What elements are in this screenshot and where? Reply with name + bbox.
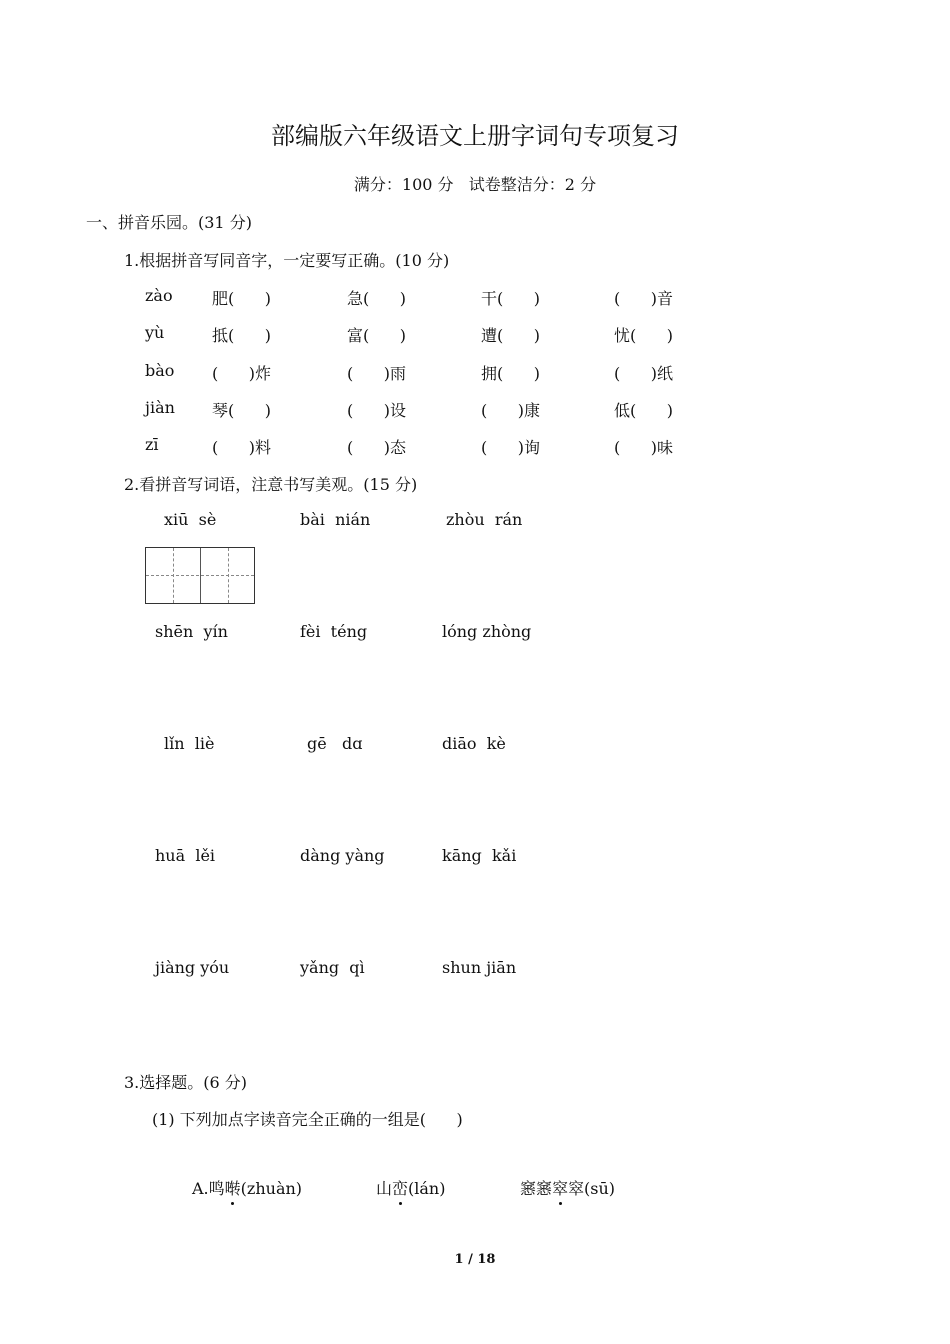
writing-grid[interactable] [145, 547, 255, 604]
blank-item[interactable]: ( )询 [481, 438, 541, 457]
blank-item[interactable]: 干( ) [481, 289, 541, 308]
pinyin-word: kāng kǎi [442, 846, 517, 865]
blank-item[interactable]: ( )设 [347, 401, 407, 420]
page-number: 1 / 18 [454, 1252, 496, 1267]
pinyin-word: xiū sè [164, 510, 217, 529]
word-prefix: 窸窸 [520, 1179, 553, 1198]
option-a-word-3 [520, 1176, 615, 1199]
option-a[interactable] [192, 1176, 302, 1199]
pinyin-word: huā lěi [155, 846, 216, 865]
pinyin-note: (sū) [584, 1179, 616, 1198]
blank-item[interactable]: 抵( ) [212, 326, 272, 345]
dotted-char: 啭 [225, 1176, 241, 1199]
blank-item[interactable]: 遭( ) [481, 326, 541, 345]
pinyin-word: jiàng yóu [155, 958, 230, 977]
pinyin-note: (zhuàn) [240, 1179, 303, 1198]
blank-item[interactable]: ( )雨 [347, 364, 407, 383]
word-prefix: 山 [376, 1179, 393, 1198]
pinyin-word: lǐn liè [164, 734, 215, 753]
blank-item[interactable]: 拥( ) [481, 364, 541, 383]
pinyin-word: lóng zhòng [442, 622, 532, 641]
option-a-prefix: A.鸣 [192, 1179, 225, 1198]
blank-item[interactable]: 富( ) [347, 326, 407, 345]
score-info: 满分：100 分 试卷整洁分：2 分 [353, 175, 597, 194]
question-2-heading: 2.看拼音写词语，注意书写美观。(15 分) [124, 475, 418, 494]
blank-item[interactable]: ( )味 [614, 438, 674, 457]
pinyin-label: yù [145, 323, 165, 342]
question-3-sub-1: (1) 下列加点字读音完全正确的一组是( ) [152, 1110, 463, 1129]
blank-item[interactable]: ( )音 [614, 289, 674, 308]
blank-item[interactable]: ( )料 [212, 438, 272, 457]
blank-item[interactable]: ( )纸 [614, 364, 674, 383]
blank-item[interactable]: 忧( ) [614, 326, 674, 345]
pinyin-word: yǎng qì [300, 958, 365, 977]
blank-item[interactable]: ( )康 [481, 401, 541, 420]
dotted-char: 窣 [552, 1176, 568, 1199]
blank-item[interactable]: ( )态 [347, 438, 407, 457]
section-heading: 一、拼音乐园。(31 分) [86, 213, 252, 232]
blank-item[interactable]: ( )炸 [212, 364, 272, 383]
dotted-char: 峦 [392, 1176, 408, 1199]
pinyin-word: gē dɑ [307, 734, 363, 753]
pinyin-label: zào [145, 286, 173, 305]
pinyin-word: fèi téng [300, 622, 368, 641]
blank-item[interactable]: 琴( ) [212, 401, 272, 420]
question-1-heading: 1.根据拼音写同音字，一定要写正确。(10 分) [124, 251, 450, 270]
pinyin-note: (lán) [408, 1179, 446, 1198]
blank-item[interactable]: 急( ) [347, 289, 407, 308]
option-a-word-2 [376, 1176, 445, 1199]
pinyin-word: shēn yín [155, 622, 228, 641]
blank-item[interactable]: 肥( ) [212, 289, 272, 308]
pinyin-word: diāo kè [442, 734, 506, 753]
pinyin-label: bào [145, 361, 175, 380]
blank-item[interactable]: 低( ) [614, 401, 674, 420]
document-title: 部编版六年级语文上册字词句专项复习 [271, 122, 679, 150]
pinyin-label: jiàn [145, 398, 175, 417]
pinyin-word: shun jiān [442, 958, 517, 977]
pinyin-label: zī [145, 435, 159, 454]
pinyin-word: dàng yàng [300, 846, 385, 865]
question-3-heading: 3.选择题。(6 分) [124, 1073, 248, 1092]
word-suffix: 窣 [568, 1179, 585, 1198]
pinyin-word: zhòu rán [446, 510, 523, 529]
pinyin-word: bài nián [300, 510, 371, 529]
